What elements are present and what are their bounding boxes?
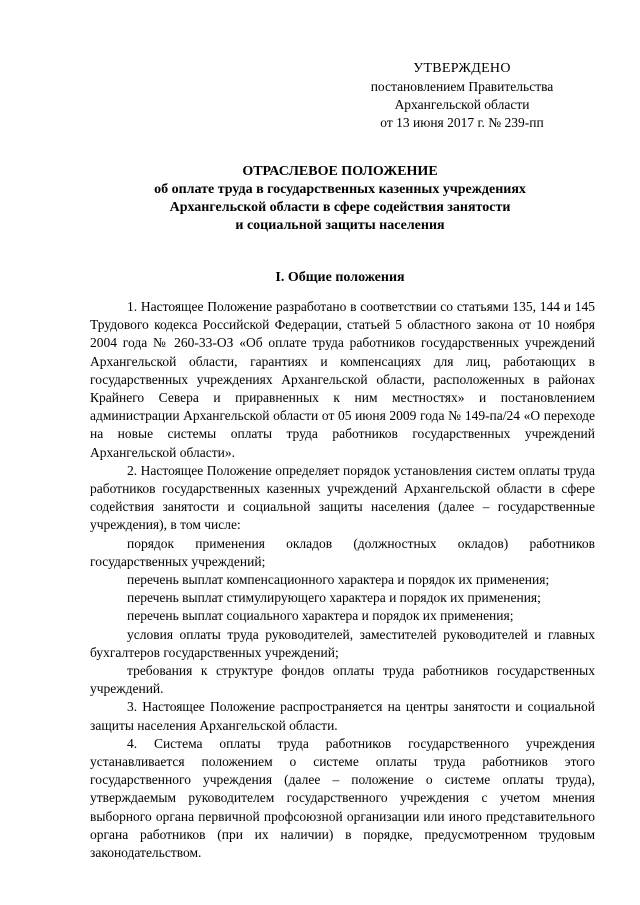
title-line-2: об оплате труда в государственных казенных учреждениях [154, 182, 526, 197]
approval-line-1: постановлением Правительства [370, 79, 554, 94]
list-item-fund-structure: требования к структуре фондов оплаты труда работников государственных учреждений. [90, 663, 595, 697]
section-title: I. Общие положения [275, 270, 405, 285]
paragraph-2: 2. Настоящее Положение определяет порядок установления систем оплаты труда работников государственных казенных учреждений Архангельской области в сфере содействия занятости и социальной защиты населения (далее – государственные учреждения), в том числе: [90, 462, 595, 533]
list-item-social: перечень выплат социального характера и порядок их применения; [127, 608, 514, 624]
title-line-1: ОТРАСЛЕВОЕ ПОЛОЖЕНИЕ [242, 164, 438, 179]
list-item-managers: условия оплаты труда руководителей, заместителей руководителей и главных бухгалтеров государственных учреждений; [90, 626, 595, 660]
list-item-compensation: перечень выплат компенсационного характера и порядок их применения; [127, 572, 550, 588]
title-line-4: и социальной защиты населения [235, 218, 445, 233]
paragraph-4: 4. Система оплаты труда работников государственного учреждения устанавливается положением о системе оплаты труда работников этого государственного учреждения (далее – положение о системе оплаты труда), утверждаемым руководителем государственного учреждения с учетом мнения выборного органа первичной профсоюзной организации или иного представительного органа работников (при их наличии) в порядке, предусмотренном трудовым законодательством. [90, 735, 595, 861]
body-text [90, 298, 595, 862]
document-title [90, 163, 590, 235]
approval-heading: УТВЕРЖДЕНО [413, 61, 511, 76]
list-item-salaries: порядок применения окладов (должностных окладов) работников государственных учреждений; [90, 535, 595, 569]
approval-line-2: Архангельской области [394, 97, 530, 112]
approval-block [362, 60, 562, 132]
paragraph-1: 1. Настоящее Положение разработано в соответствии со статьями 135, 144 и 145 Трудового кодекса Российской Федерации, статьей 5 областного закона от 10 ноября 2004 года № 260-33-ОЗ «Об оплате труда работников государственных учреждений Архангельской области, гарантиях и компенсациях для лиц, работающих в государственных учреждениях Архангельской области, расположенных в районах Крайнего Севера и приравненных к ним местностях» и постановлением администрации Архангельской области от 05 июня 2009 года № 149-па/24 «О переходе на новые системы оплаты труда работников государственных учреждений Архангельской области». [90, 299, 595, 460]
title-line-3: Архангельской области в сфере содействия занятости [169, 200, 511, 215]
approval-line-3: от 13 июня 2017 г. № 239-пп [380, 115, 544, 130]
list-item-stimulating: перечень выплат стимулирующего характера и порядок их применения; [127, 590, 541, 606]
paragraph-3: 3. Настоящее Положение распространяется на центры занятости и социальной защиты населения Архангельской области. [90, 699, 595, 733]
